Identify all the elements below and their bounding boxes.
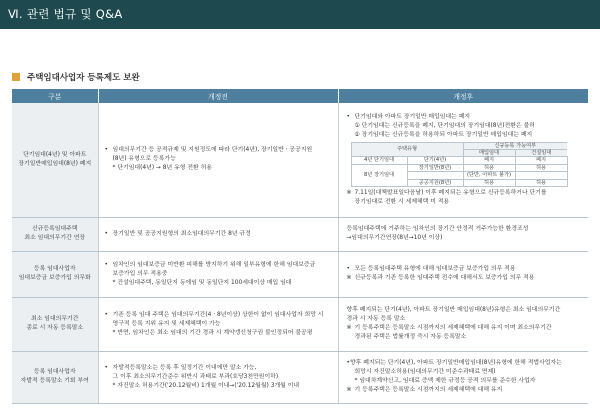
after-cell: •향후 폐지되는 단기(4년), 아파트 장기일반매입임대(8년)유형에 한해 적법사업자는 희망시 자진말소허용(임대의무기간 미준수과태료 면제) * 임대차계약신고, 임대료 증액 제한 규정등 공적 의무를 준수한 사업자 ※ 기 등록주택은 등록말소 시점까지의 세제혜택에 대해 유지 — [338, 351, 588, 403]
table-row — [12, 297, 588, 351]
table-row — [12, 251, 588, 297]
header-category: 구분 — [12, 89, 98, 103]
table-header-row — [12, 89, 588, 103]
after-cell: • 단기임대와 아파트 장기일반 매입임대는 폐지 ① 단기임대는 신규등록을 폐지, 단기임대의 장기임대(8년)전환은 불허 ② 장기임대는 신규등록을 허용하되 아파트 장기일반 매입임대는 폐지 주택유형 신규등록 가능여부 매입임대 건설임대 4년 단기임대 단기(4년) 폐지 폐지 8년 장기임대 장기일반(8년) 허용 허용 (단만, 아파트 불가) 공공지원(8년) 허용 허용 ※ 7.11일(대책발표일다음날) 이후 폐지되는 유형으로 신규등록하거나 단기를 장기임대로 전환 시 세제혜택 미 적용 — [338, 103, 588, 217]
table-row — [12, 103, 588, 217]
after-cell: 향후 폐지되는 단기(4년), 아파트 장기일반 매입임대(8년)유형은 최소 임대의무기간 경과 시 자동 등록 말소 ※ 기 등록주택은 등록말소 시점까지의 세제혜택에 대해 유지 이며 최소의무기간 경과된 주택은 법률개정 즉시 자동 등록말소 — [338, 297, 588, 351]
section-heading — [12, 70, 140, 84]
bullet-square-icon — [12, 73, 20, 81]
table-row — [12, 217, 588, 251]
row-category: 등록 임대사업자 자발적 등록말소 기회 부여 — [12, 351, 98, 403]
before-cell: • 임대의무기간 등 공적규제 및 지원정도에 따라 단기(4년), 장기일반 · 공공지원 (8년) 유형으로 등록가능 * 단기임대(4년) → 8년 유형 전환 허용 — [98, 103, 338, 217]
row-category: 신규등록임대주택 최소 임대의무기간 연장 — [12, 217, 98, 251]
section-title: 주택임대사업자 등록제도 보완 — [27, 73, 140, 83]
after-cell: 등록임대주택에 거주하는 임차인의 장기간 안정적 거주가능한 환경조성 →임대의무기간연장(8년→10년 이상) — [338, 217, 588, 251]
header-after: 개정후 — [338, 89, 588, 103]
after-cell: • 모든 등록임대주택 유형에 대해 임대보증금 보증가입 의무 적용 ※ 신규등록과 기존 등록한 임대주택 전수에 대해서도 보증가입 의무 적용 — [338, 251, 588, 297]
table-row — [12, 351, 588, 403]
row-category: 단기임대(4년) 및 아파트 장기일반매입임대(8년) 폐지 — [12, 103, 98, 217]
housing-type-subtable: 주택유형 신규등록 가능여부 매입임대 건설임대 4년 단기임대 단기(4년) 폐지 폐지 8년 장기임대 장기일반(8년) 허용 허용 (단만, 아파트 불가) 공공지원(8년) 허용 허용 — [351, 142, 568, 187]
top-banner — [0, 0, 600, 29]
header-before: 개정전 — [98, 89, 338, 103]
row-category: 최소 임대의무기간 종료 시 자동 등록말소 — [12, 297, 98, 351]
row-category: 등록 임대사업자 임대보증금 보증가입 의무화 — [12, 251, 98, 297]
comparison-table — [12, 89, 588, 404]
page-title: Ⅵ. 관련 법규 및 Q&A — [8, 7, 123, 21]
before-cell: • 자발적등록말소는 등록 후 일정기간 이내에만 말소 가능, 그 이후 최소의무기간준수 위반시 과태료 부과(호당3천만원이하) * 자진말소 허용기간('20.12월비) 1개월 이내→('20.12월월) 3개월 이내 — [98, 351, 338, 403]
before-cell: • 기존 등록 임대 주택은 임대의무기간(4 · 8년이상) 상한이 없이 임대사업자 희망 시 영구적 등록 지위 유지 및 세제혜택이 가능 * 반면, 임차인은 최소 임대의 기간 경과 시 계약갱신청구권 불인정되어 불공평 — [98, 297, 338, 351]
before-cell: • 장기일반 및 공공지원형의 최소임대의무기간 8년 규정 — [98, 217, 338, 251]
before-cell: • 임차인의 임대보증금 미반환 피해를 방지하기 위해 일부유형에 한해 임대보증금 보증가입 의무 적용중 * 건설임대주택, 동일단지 동에임 및 동일단지 100세대이상 매입 임대 — [98, 251, 338, 297]
